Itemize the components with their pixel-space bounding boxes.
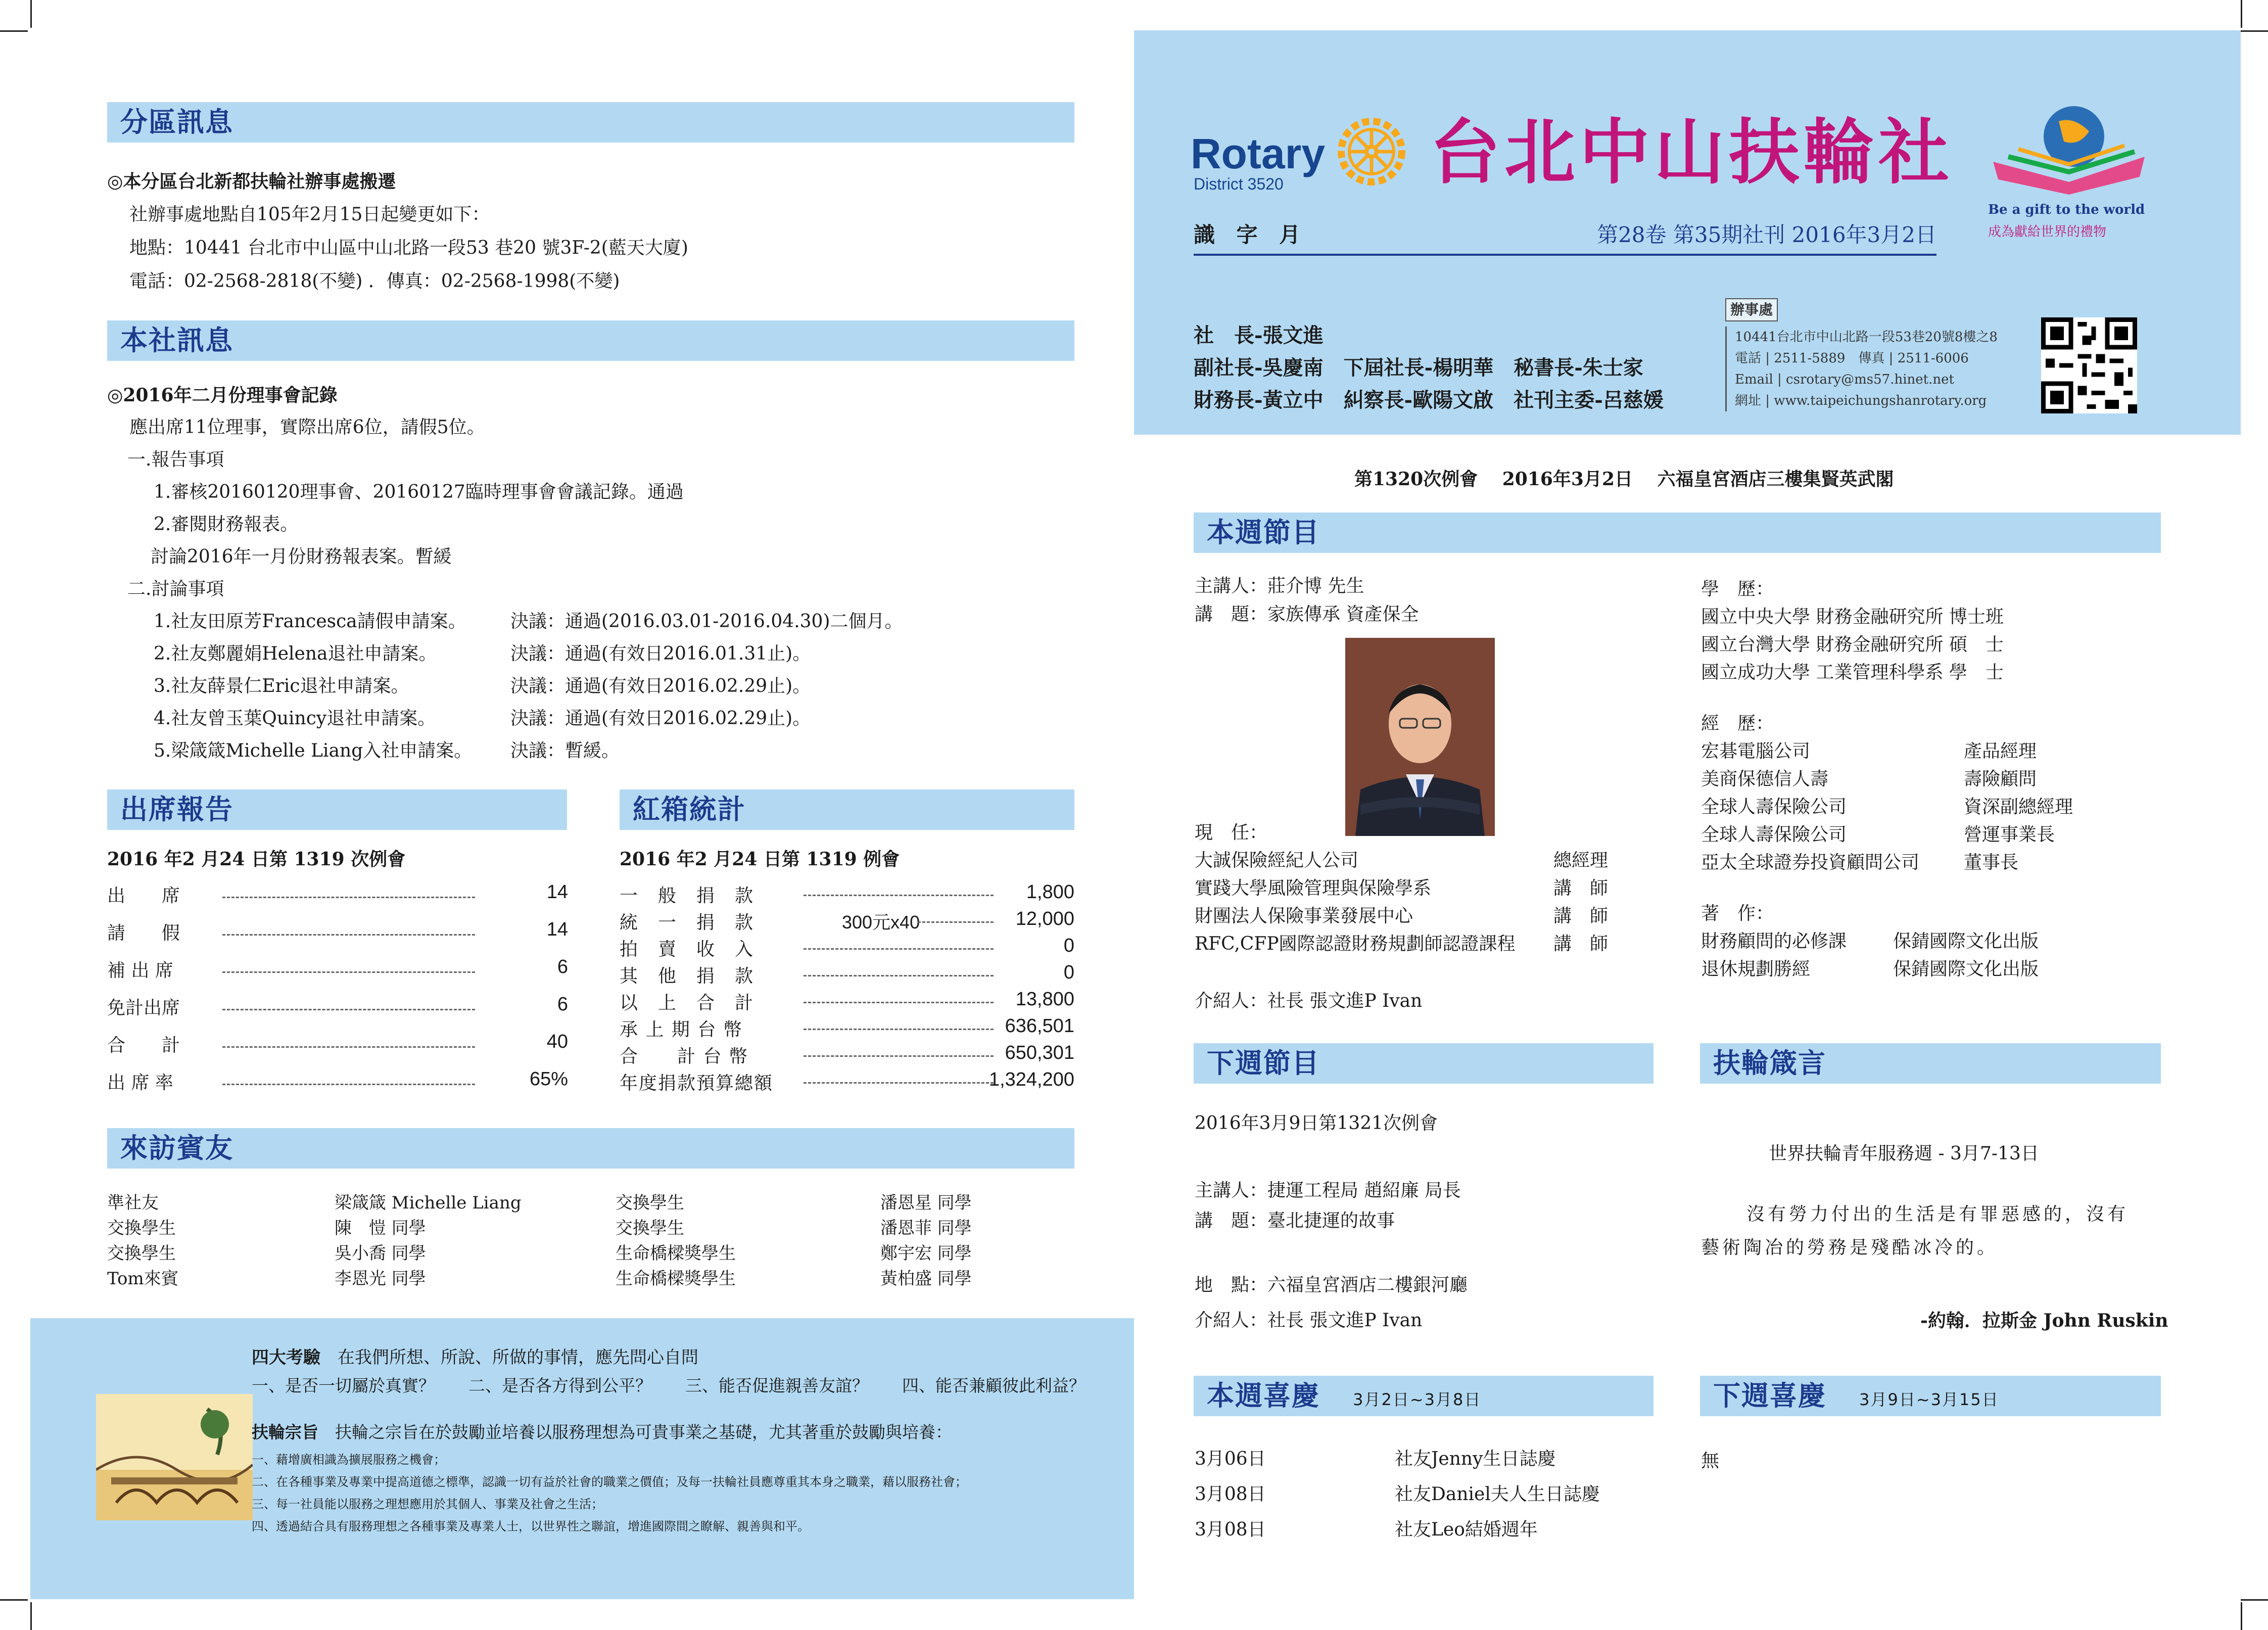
dashed-leader bbox=[222, 971, 475, 973]
district-news-title: ◎本分區台北新都扶輪社辦事處搬遷 bbox=[107, 171, 396, 192]
visitor-cell: 陳 愷 同學 bbox=[335, 1218, 426, 1238]
red-box-label: 以 上 合 計 bbox=[620, 993, 754, 1013]
office-label: 辦事處 bbox=[1725, 298, 1778, 321]
visitor-cell: 交換學生 bbox=[107, 1218, 176, 1238]
decision-text: 決議：通過(有效日2016.02.29止)。 bbox=[510, 708, 811, 729]
maxim-header: 扶輪箴言 bbox=[1700, 1043, 2161, 1084]
office-website: 網址 | www.taipeichungshanrotary.org bbox=[1735, 393, 1987, 408]
dashed-leader bbox=[222, 897, 475, 898]
dashed-leader bbox=[222, 1046, 475, 1048]
district-news-header: 分區訊息 bbox=[107, 102, 1074, 143]
theme-english: Be a gift to the world bbox=[1988, 202, 2145, 217]
red-box-label: 承 上 期 台 幣 bbox=[620, 1019, 743, 1040]
red-box-value: 0 bbox=[1063, 935, 1074, 956]
club-news-items bbox=[154, 606, 472, 767]
visitor-cell: 鄭宇宏 同學 bbox=[880, 1243, 972, 1264]
celebration-event: 社友Daniel夫人生日誌慶 bbox=[1395, 1484, 1600, 1505]
globe-book-logo bbox=[1988, 101, 2150, 197]
landscape-illustration bbox=[96, 1394, 253, 1520]
position-org: 實踐大學風險管理與保險學系 bbox=[1195, 878, 1432, 899]
attendance-label: 合 計 bbox=[107, 1035, 180, 1056]
decision-text: 決議：通過(2016.03.01-2016.04.30)二個月。 bbox=[510, 611, 903, 632]
object-items: 一、藉增廣相識為擴展服務之機會； 二、在各種事業及專業中提高道德之標準，認識一切有益於社會的職業之價值；及每一扶輪社員應尊重其本身之職業，藉以服務社會； 三、每一社員能以服務之理想應用於其個人、事業及社會之生活； 四、透過結合具有服務理想之各種事業及專業人士，以世界性之聯誼，增進國際間之瞭解、親善與和平。 bbox=[252, 1453, 967, 1533]
attendance-value: 14 bbox=[546, 881, 568, 903]
club-news-line: 應出席11位理事，實際出席6位，請假5位。 bbox=[129, 417, 485, 438]
decision-text: 決議：通過(有效日2016.01.31止)。 bbox=[510, 643, 811, 664]
visitor-cell: 黃柏盛 同學 bbox=[880, 1269, 972, 1289]
crop-mark bbox=[2241, 0, 2242, 28]
attendance-label: 免計出席 bbox=[107, 998, 180, 1018]
visitor-cell: 生命橋樑獎學生 bbox=[616, 1269, 736, 1289]
dashed-leader bbox=[222, 934, 475, 936]
experience-titles: 產品經理 壽險顧問 資深副總經理 營運事業長 董事長 bbox=[1964, 741, 2073, 873]
works-publishers: 保錆國際文化出版 保錆國際文化出版 bbox=[1893, 931, 2039, 980]
position-org: RFC,CFP國際認證財務規劃師認證課程 bbox=[1195, 934, 1516, 954]
red-box-value: 650,301 bbox=[1005, 1042, 1074, 1063]
no-celebrations: 無 bbox=[1701, 1451, 1720, 1471]
crop-mark bbox=[2241, 1599, 2268, 1601]
club-news-line: 一.報告事項 bbox=[127, 449, 224, 470]
education-block: 學 歷： 國立中央大學 財務金融研究所 博士班 國立台灣大學 財務金融研究所 碩 士 國立成功大學 工業管理科學系 學 士 bbox=[1701, 579, 2004, 683]
four-way-test: 四大考驗 在我們所想、所說、所做的事情，應先問心自問 bbox=[252, 1347, 698, 1368]
red-box-note: 300元x40 bbox=[842, 912, 920, 933]
visitor-cell: 梁箴箴 Michelle Liang bbox=[335, 1193, 522, 1213]
celebration-date: 3月08日 bbox=[1195, 1519, 1266, 1540]
celebration-date: 3月06日 bbox=[1195, 1449, 1266, 1469]
footer-panel bbox=[30, 1318, 1134, 1599]
crop-mark bbox=[0, 30, 28, 32]
red-box-label: 其 他 捐 款 bbox=[620, 966, 754, 987]
issue-bar bbox=[1194, 218, 1936, 256]
visitor-cell: 交換學生 bbox=[616, 1218, 684, 1238]
visitor-cell: 李恩光 同學 bbox=[335, 1269, 426, 1289]
club-news-body bbox=[107, 379, 684, 606]
next-week-header: 下週節目 bbox=[1194, 1043, 1653, 1084]
attendance-value: 65% bbox=[529, 1068, 568, 1090]
club-title: 台北中山扶輪社 bbox=[1430, 112, 1954, 194]
theme-month: 識 字 月 bbox=[1194, 222, 1308, 247]
visitor-cell: 生命橋樑獎學生 bbox=[616, 1243, 736, 1264]
maxim-line: 世界扶輪青年服務週 - 3月7-13日 bbox=[1769, 1143, 2039, 1164]
attendance-label: 請 假 bbox=[107, 923, 180, 944]
attendance-value: 6 bbox=[557, 956, 568, 977]
list-item: 3.社友薛景仁Eric退社申請案。 bbox=[154, 676, 409, 696]
issue-info: 第28卷 第35期社刊 2016年3月2日 bbox=[1597, 222, 1936, 247]
club-news-header: 本社訊息 bbox=[107, 320, 1074, 361]
theme-chinese: 成為獻給世界的禮物 bbox=[1988, 224, 2107, 240]
office-address: 10441台北市中山北路一段53巷20號8樓之8 bbox=[1735, 330, 1998, 345]
this-week-header: 本週節目 bbox=[1194, 513, 2161, 553]
celebration-event: 社友Leo結婚週年 bbox=[1395, 1519, 1538, 1540]
club-news-title: ◎2016年二月份理事會記錄 bbox=[107, 385, 338, 406]
club-news-decisions bbox=[510, 606, 903, 767]
crop-mark bbox=[0, 1599, 28, 1601]
object-of-rotary: 扶輪宗旨 扶輪之宗旨在於鼓勵並培養以服務理想為可貴事業之基礎，尤其著重於鼓勵與培養： bbox=[252, 1422, 952, 1442]
red-box-label: 一 般 捐 款 bbox=[620, 886, 754, 906]
red-box-subtitle: 2016 年2 月24 日第 1319 例會 bbox=[620, 849, 900, 870]
list-item: 5.梁箴箴Michelle Liang入社申請案。 bbox=[154, 740, 472, 761]
visitor-cell: 交換學生 bbox=[107, 1243, 176, 1264]
next-location-block: 地 點：六福皇宮酒店二樓銀河廳 介紹人：社長 張文進P Ivan bbox=[1195, 1275, 1468, 1331]
celebration-event: 社友Jenny生日誌慶 bbox=[1395, 1449, 1556, 1469]
visitor-cell: 交換學生 bbox=[616, 1193, 684, 1213]
dashed-leader bbox=[222, 1084, 475, 1085]
attendance-subtitle: 2016 年2 月24 日第 1319 次例會 bbox=[107, 849, 406, 870]
crop-mark bbox=[30, 1602, 32, 1630]
speaker-block bbox=[1195, 572, 1419, 629]
red-box-value: 1,800 bbox=[1026, 881, 1074, 903]
speaker-topic: 講 題：家族傳承 資產保全 bbox=[1195, 604, 1419, 625]
crop-mark bbox=[2241, 1602, 2242, 1630]
current-titles: 總經理 講 師 講 師 講 師 bbox=[1553, 850, 1609, 954]
decision-text: 決議：通過(有效日2016.02.29止)。 bbox=[510, 676, 811, 696]
attendance-value: 14 bbox=[546, 919, 568, 940]
red-box-label: 拍 賣 收 入 bbox=[620, 939, 754, 960]
position-org: 財團法人保險事業發展中心 bbox=[1195, 906, 1413, 926]
maxim-author: -約翰．拉斯金 John Ruskin bbox=[1920, 1310, 2168, 1331]
district-news-body bbox=[107, 165, 688, 298]
introducer: 介紹人：社長 張文進P Ivan bbox=[1195, 991, 1423, 1011]
attendance-value: 6 bbox=[557, 994, 568, 1015]
position-org: 大誠保險經紀人公司 bbox=[1195, 850, 1359, 871]
club-news-line: 二.討論事項 bbox=[127, 579, 224, 599]
district-news-line: 社辦事處地點自105年2月15日起變更如下： bbox=[129, 204, 490, 225]
visitor-cell: 吳小喬 同學 bbox=[335, 1243, 426, 1264]
red-box-label: 合 計 台 幣 bbox=[620, 1046, 748, 1067]
red-box-value: 13,800 bbox=[1015, 989, 1074, 1010]
attendance-label: 出 席 bbox=[107, 886, 180, 906]
qr-code bbox=[2041, 317, 2137, 413]
red-box-label: 年度捐款預算總額 bbox=[620, 1073, 774, 1094]
current-positions: 現 任： 大誠保險經紀人公司 實踐大學風險管理與保險學系 財團法人保險事業發展中心 RFC,CFP國際認證財務規劃師認證課程 bbox=[1195, 819, 1516, 958]
visitor-cell: 潘恩菲 同學 bbox=[880, 1218, 972, 1238]
experience-block: 經 歷： 宏碁電腦公司 美商保德信人壽 全球人壽保險公司 全球人壽保險公司 亞太全球證券投資顧問公司 bbox=[1701, 713, 1920, 873]
attendance-label: 出 席 率 bbox=[107, 1073, 173, 1093]
maxim-quote: 沒有勞力付出的生活是有罪惡感的，沒有 藝術陶冶的勞務是殘酷冰冷的。 bbox=[1701, 1204, 2129, 1258]
rotary-wordmark: Rotary bbox=[1191, 130, 1326, 177]
list-item: 1.社友田原芳Francesca請假申請案。 bbox=[154, 611, 466, 632]
meeting-line: 第1320次例會 2016年3月2日 六福皇宮酒店三樓集賢英武閣 bbox=[1354, 469, 1894, 490]
rotary-wheel-icon bbox=[1336, 116, 1407, 187]
office-phone: 電話 | 2511-5889 傳真 | 2511-6006 bbox=[1735, 351, 1969, 366]
visitor-cell: 潘恩星 同學 bbox=[880, 1193, 972, 1213]
visitor-cell: 準社友 bbox=[107, 1193, 159, 1213]
red-box-value: 0 bbox=[1063, 962, 1074, 983]
list-item: 2.社友鄭麗娟Helena退社申請案。 bbox=[154, 643, 437, 664]
attendance-header: 出席報告 bbox=[107, 789, 567, 830]
celebration-date: 3月08日 bbox=[1195, 1484, 1266, 1505]
officers-list: 社 長-張文進 副社長-吳慶南 下屆社長-楊明華 秘書長-朱士家 財務長-黃立中 糾察長-歐陽文啟 社刊主委-呂慈媛 bbox=[1194, 323, 1664, 412]
works-block: 著 作： 財務顧問的必修課 退休規劃勝經 bbox=[1701, 903, 1847, 980]
red-box-value: 12,000 bbox=[1015, 908, 1074, 929]
next-speaker-block: 主講人：捷運工程局 趙紹廉 局長 講 題：臺北捷運的故事 bbox=[1195, 1180, 1461, 1231]
club-news-line: 1.審核20160120理事會、20160127臨時理事會會議記錄。通過 bbox=[154, 482, 684, 502]
office-email: Email | csrotary@ms57.hinet.net bbox=[1735, 372, 1954, 387]
crop-mark bbox=[30, 0, 32, 28]
office-info bbox=[1725, 298, 1998, 411]
masthead bbox=[1134, 30, 2241, 435]
list-item: 4.社友曾玉葉Quincy退社申請案。 bbox=[154, 708, 436, 729]
speaker-photo bbox=[1345, 638, 1495, 836]
red-box-value: 1,324,200 bbox=[988, 1069, 1074, 1090]
dashed-leader bbox=[222, 1009, 475, 1010]
red-box-value: 636,501 bbox=[1005, 1015, 1074, 1037]
visitors-header: 來訪賓友 bbox=[107, 1128, 1074, 1169]
district-label: District 3520 bbox=[1194, 175, 1284, 193]
crop-mark bbox=[2241, 30, 2268, 32]
visitor-cell: Tom來賓 bbox=[107, 1269, 178, 1289]
district-news-line: 電話：02-2568-2818(不變) ．傳真：02-2568-1998(不變) bbox=[129, 271, 620, 292]
next-meeting: 2016年3月9日第1321次例會 bbox=[1195, 1113, 1438, 1134]
red-box-header: 紅箱統計 bbox=[620, 789, 1074, 830]
club-news-line: 討論2016年一月份財務報表案。暫緩 bbox=[151, 546, 452, 567]
four-way-items: 一、是否一切屬於真實？ 二、是否各方得到公平？ 三、能否促進親善友誼？ 四、能否兼顧彼此利益？ bbox=[252, 1376, 1085, 1395]
district-news-line: 地點：10441 台北市中山區中山北路一段53 巷20 號3F-2(藍天大廈) bbox=[129, 238, 688, 258]
attendance-value: 40 bbox=[546, 1031, 568, 1052]
red-box-label: 統 一 捐 款 bbox=[620, 912, 754, 933]
club-news-line: 2.審閱財務報表。 bbox=[154, 514, 299, 535]
decision-text: 決議：暫緩。 bbox=[510, 740, 620, 761]
this-week-celebrations-header: 本週喜慶 3月2日~3月8日 bbox=[1194, 1376, 1653, 1416]
next-week-celebrations-header: 下週喜慶 3月9日~3月15日 bbox=[1700, 1376, 2161, 1416]
attendance-label: 補 出 席 bbox=[107, 960, 173, 981]
speaker-name: 主講人：莊介博 先生 bbox=[1195, 576, 1364, 596]
